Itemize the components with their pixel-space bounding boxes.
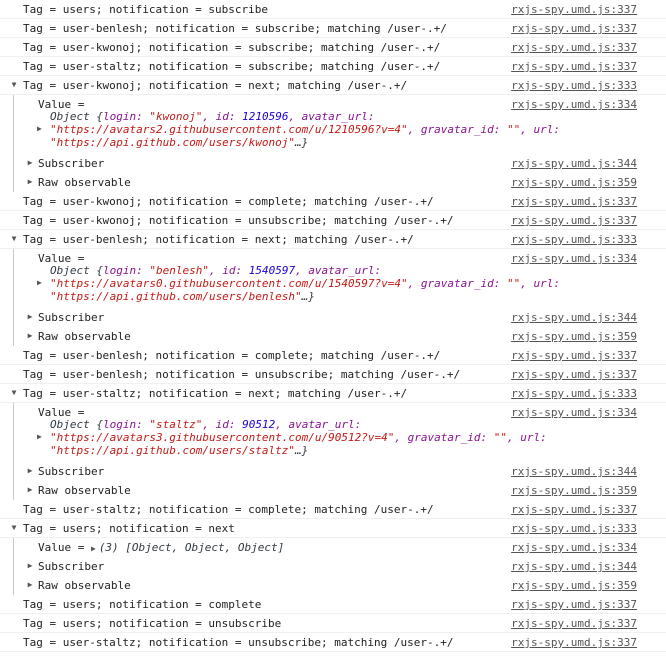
source-link[interactable]: rxjs-spy.umd.js:344 (511, 157, 637, 170)
log-entry (0, 346, 666, 365)
source-link[interactable]: rxjs-spy.umd.js:344 (511, 311, 637, 324)
source-link[interactable]: rxjs-spy.umd.js:344 (511, 465, 637, 478)
subscriber-entry[interactable] (0, 557, 666, 576)
value-label: Value = (38, 406, 85, 419)
log-entry (0, 633, 666, 652)
log-message: Tag = user-benlesh; notification = unsubscribe; matching /user-.+/ (23, 368, 461, 381)
log-group-body (0, 538, 666, 595)
source-link[interactable]: rxjs-spy.umd.js:337 (511, 214, 637, 227)
source-link[interactable]: rxjs-spy.umd.js:359 (511, 330, 637, 343)
log-entry (0, 0, 666, 19)
log-message: Tag = users; notification = next (23, 522, 235, 535)
raw-observable-entry[interactable] (0, 173, 666, 192)
log-entry (0, 38, 666, 57)
source-link[interactable]: rxjs-spy.umd.js:359 (511, 484, 637, 497)
log-message: Tag = user-staltz; notification = next; matching /user-.+/ (23, 387, 408, 400)
log-group-header[interactable] (0, 76, 666, 95)
log-message: Tag = user-kwonoj; notification = subscribe; matching /user-.+/ (23, 41, 441, 54)
subscriber-label: Subscriber (38, 560, 105, 573)
source-link[interactable]: rxjs-spy.umd.js:337 (511, 60, 637, 73)
log-group-body (0, 403, 666, 500)
array-preview[interactable]: ▶ (3) [Object, Object, Object] (90, 541, 285, 554)
collapse-arrow-icon[interactable]: ▶ (27, 331, 33, 340)
raw-observable-label: Raw observable (38, 484, 131, 497)
value-label: Value = (38, 541, 85, 554)
log-entry (0, 595, 666, 614)
log-entry (0, 57, 666, 76)
source-link[interactable]: rxjs-spy.umd.js:333 (511, 522, 637, 535)
raw-observable-label: Raw observable (38, 579, 131, 592)
log-entry (0, 19, 666, 38)
log-entry (0, 192, 666, 211)
source-link[interactable]: rxjs-spy.umd.js:337 (511, 368, 637, 381)
source-link[interactable]: rxjs-spy.umd.js:337 (511, 41, 637, 54)
collapse-arrow-icon[interactable]: ▶ (27, 580, 33, 589)
log-message: Tag = user-benlesh; notification = complete; matching /user-.+/ (23, 349, 441, 362)
subscriber-entry[interactable] (0, 308, 666, 327)
log-message: Tag = user-staltz; notification = complete; matching /user-.+/ (23, 503, 434, 516)
raw-observable-entry[interactable] (0, 327, 666, 346)
log-group-body (0, 249, 666, 346)
log-message: Tag = user-kwonoj; notification = complete; matching /user-.+/ (23, 195, 434, 208)
log-group-header[interactable] (0, 519, 666, 538)
source-link[interactable]: rxjs-spy.umd.js:337 (511, 503, 637, 516)
log-group-header[interactable] (0, 230, 666, 249)
collapse-arrow-icon[interactable]: ▶ (37, 278, 42, 287)
value-label: Value = (38, 98, 85, 111)
collapse-arrow-icon[interactable]: ▶ (27, 485, 33, 494)
raw-observable-label: Raw observable (38, 330, 131, 343)
collapse-arrow-icon[interactable]: ▶ (27, 158, 33, 167)
collapse-arrow-icon[interactable]: ▶ (37, 124, 42, 133)
log-group-body (0, 95, 666, 192)
object-preview: Object {login: "staltz", id: 90512, avatar_url: (50, 418, 362, 431)
expand-arrow-icon[interactable]: ▼ (11, 234, 17, 243)
log-entry (0, 614, 666, 633)
source-link[interactable]: rxjs-spy.umd.js:359 (511, 579, 637, 592)
expand-arrow-icon[interactable]: ▼ (11, 80, 17, 89)
source-link[interactable]: rxjs-spy.umd.js:344 (511, 560, 637, 573)
log-message: Tag = user-staltz; notification = subscribe; matching /user-.+/ (23, 60, 441, 73)
source-link[interactable]: rxjs-spy.umd.js:334 (511, 406, 637, 419)
log-message: Tag = user-kwonoj; notification = next; matching /user-.+/ (23, 79, 408, 92)
value-label: Value = (38, 252, 85, 265)
subscriber-entry[interactable] (0, 462, 666, 481)
log-group-header[interactable] (0, 384, 666, 403)
source-link[interactable]: rxjs-spy.umd.js:334 (511, 252, 637, 265)
source-link[interactable]: rxjs-spy.umd.js:337 (511, 22, 637, 35)
source-link[interactable]: rxjs-spy.umd.js:337 (511, 195, 637, 208)
subscriber-entry[interactable] (0, 154, 666, 173)
source-link[interactable]: rxjs-spy.umd.js:359 (511, 176, 637, 189)
log-message: Tag = users; notification = subscribe (23, 3, 269, 16)
source-link[interactable]: rxjs-spy.umd.js:333 (511, 233, 637, 246)
log-message: Tag = users; notification = complete (23, 598, 262, 611)
collapse-arrow-icon[interactable]: ▶ (27, 312, 33, 321)
log-entry (0, 211, 666, 230)
collapse-arrow-icon[interactable]: ▶ (27, 466, 33, 475)
log-message: Tag = user-benlesh; notification = next; matching /user-.+/ (23, 233, 414, 246)
subscriber-label: Subscriber (38, 157, 105, 170)
source-link[interactable]: rxjs-spy.umd.js:337 (511, 598, 637, 611)
source-link[interactable]: rxjs-spy.umd.js:337 (511, 636, 637, 649)
value-entry: Value = Object {login: "staltz", id: 90512, avatar_url: ▶ "https://avatars3.githubusercontent.com/u/90512?v=4", gravatar_id: "", url: "https://api.github.com/users/staltz"…} rxjs-spy.umd.js:334 (37, 406, 637, 457)
subscriber-label: Subscriber (38, 465, 105, 478)
source-link[interactable]: rxjs-spy.umd.js:334 (511, 98, 637, 111)
value-entry: Value = Object {login: "kwonoj", id: 1210596, avatar_url: ▶ "https://avatars2.githubusercontent.com/u/1210596?v=4", gravatar_id: "", url: "https://api.github.com/users/kwonoj"…} rxjs-spy.umd.js:334 (37, 98, 637, 149)
source-link[interactable]: rxjs-spy.umd.js:333 (511, 79, 637, 92)
raw-observable-entry[interactable] (0, 576, 666, 595)
source-link[interactable]: rxjs-spy.umd.js:337 (511, 3, 637, 16)
raw-observable-entry[interactable] (0, 481, 666, 500)
log-message: Tag = users; notification = unsubscribe (23, 617, 282, 630)
source-link[interactable]: rxjs-spy.umd.js:337 (511, 617, 637, 630)
collapse-arrow-icon[interactable]: ▶ (27, 561, 33, 570)
collapse-arrow-icon[interactable]: ▶ (90, 544, 96, 553)
value-entry: Value = Object {login: "benlesh", id: 1540597, avatar_url: ▶ "https://avatars0.githubusercontent.com/u/1540597?v=4", gravatar_id: "", url: "https://api.github.com/users/benlesh"…} rxjs-spy.umd.js:334 (37, 252, 637, 303)
subscriber-label: Subscriber (38, 311, 105, 324)
collapse-arrow-icon[interactable]: ▶ (37, 432, 42, 441)
collapse-arrow-icon[interactable]: ▶ (27, 177, 33, 186)
log-message: Tag = user-benlesh; notification = subscribe; matching /user-.+/ (23, 22, 447, 35)
source-link[interactable]: rxjs-spy.umd.js:334 (511, 541, 637, 554)
expand-arrow-icon[interactable]: ▼ (11, 523, 17, 532)
source-link[interactable]: rxjs-spy.umd.js:337 (511, 349, 637, 362)
object-preview: Object {login: "benlesh", id: 1540597, avatar_url: (50, 264, 382, 277)
log-message: Tag = user-kwonoj; notification = unsubscribe; matching /user-.+/ (23, 214, 454, 227)
log-entry (0, 500, 666, 519)
value-entry (0, 538, 666, 557)
expand-arrow-icon[interactable]: ▼ (11, 388, 17, 397)
raw-observable-label: Raw observable (38, 176, 131, 189)
log-message: Tag = user-staltz; notification = unsubscribe; matching /user-.+/ (23, 636, 454, 649)
log-entry (0, 365, 666, 384)
object-preview: Object {login: "kwonoj", id: 1210596, avatar_url: (50, 110, 375, 123)
source-link[interactable]: rxjs-spy.umd.js:333 (511, 387, 637, 400)
